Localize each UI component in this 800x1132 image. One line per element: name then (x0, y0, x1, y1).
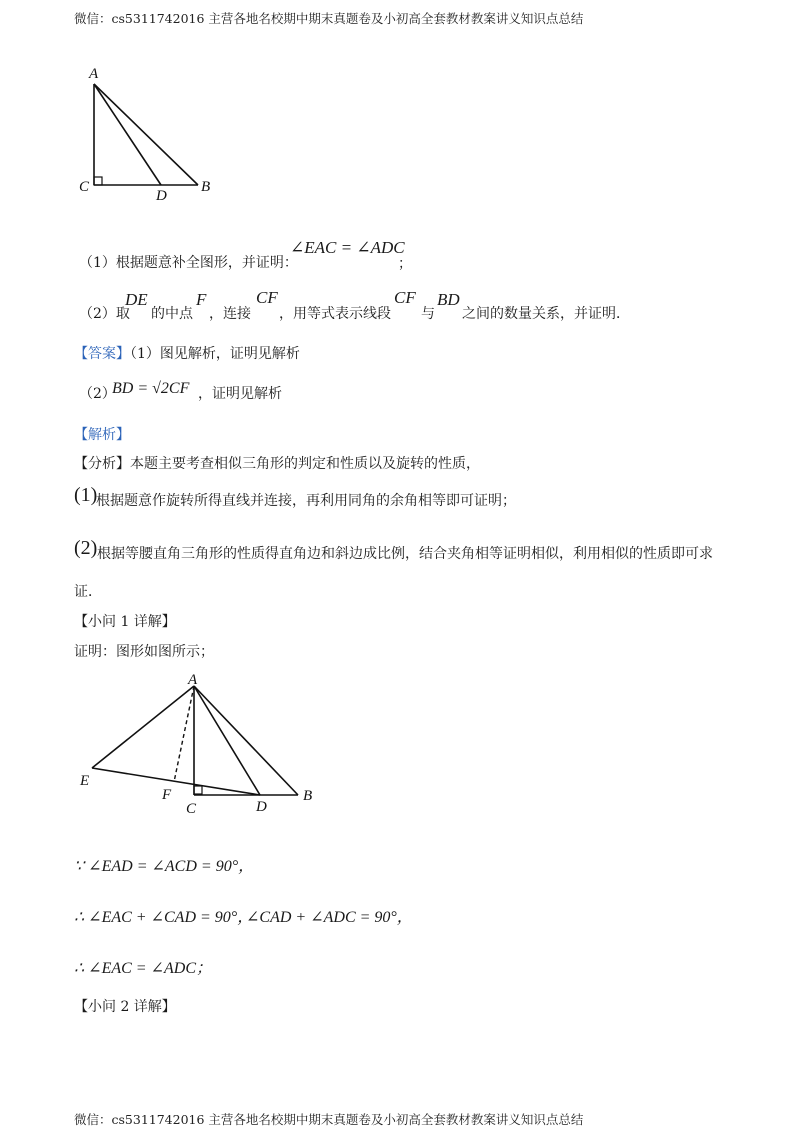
q2-suffix: 之间的数量关系，并证明． (462, 306, 630, 322)
fig1-label-b: B (201, 179, 211, 195)
proof-line-1: ∵ ∠EAD = ∠ACD = 90°， (74, 858, 255, 875)
q2-mid: 的中点 (151, 306, 193, 322)
proof-line-2a: ∴ ∠EAC + ∠CAD = 90°， (74, 909, 254, 926)
q2-prefix: （2）取 (79, 306, 130, 322)
detail-1-tag: 【小问 1 详解】 (74, 614, 176, 630)
q2-cf2: CF (394, 288, 416, 307)
figure-1-triangle (70, 60, 230, 210)
answer-2-suffix: ，证明见解析 (198, 386, 282, 402)
q2-bd: BD (437, 290, 460, 309)
proof-line-2b: ∠CAD + ∠ADC = 90°， (246, 909, 413, 926)
analysis-2-text: 根据等腰直角三角形的性质得直角边和斜边成比例，结合夹角相等证明相似，利用相似的性质即可求 (97, 546, 713, 562)
question-1 (79, 252, 298, 272)
proof-line-3: ∴ ∠EAC = ∠ADC； (74, 960, 213, 977)
fig1-label-a: A (89, 66, 99, 82)
answer-2-prefix: （2） (79, 386, 116, 402)
page-header: 微信：cs5311742016 主营各地名校期中期末真题卷及小初高全套教材教案讲义知识点总结 (74, 11, 584, 26)
analysis-summary: 【分析】本题主要考查相似三角形的判定和性质以及旋转的性质， (74, 456, 480, 472)
analysis-2-cont: 证． (74, 584, 102, 600)
fig2-label-f: F (162, 787, 172, 803)
analysis-2-num: (2) (74, 537, 98, 559)
answer-2-math: BD = √2CF (112, 380, 190, 397)
answer-tag: 【答案】 (74, 346, 130, 362)
answer-line-1 (74, 343, 300, 363)
fig2-label-a: A (188, 672, 198, 688)
q2-de: DE (125, 290, 148, 309)
answer-1-text: （1）图见解析，证明见解析 (130, 346, 300, 362)
analysis-tag: 【解析】 (74, 427, 130, 443)
fig1-label-d: D (156, 188, 167, 204)
analysis-1-num: (1) (74, 484, 98, 506)
q2-cf: CF (256, 288, 278, 307)
q2-express: ，用等式表示线段 (279, 306, 391, 322)
detail-2-tag: 【小问 2 详解】 (74, 999, 176, 1015)
fig2-label-e: E (80, 773, 90, 789)
figure-2-rotation (70, 668, 330, 818)
q1-suffix: ； (398, 256, 412, 272)
detail-1-intro: 证明：图形如图所示； (74, 644, 214, 660)
fig2-label-d: D (256, 799, 267, 815)
q1-text: （1）根据题意补全图形，并证明： (79, 255, 298, 271)
q2-and: 与 (421, 306, 435, 322)
q1-math: ∠EAC = ∠ADC (290, 238, 405, 257)
fig2-label-c: C (186, 801, 197, 817)
analysis-1-text: 根据题意作旋转所得直线并连接，再利用同角的余角相等即可证明； (96, 493, 516, 509)
page-footer: 微信：cs5311742016 主营各地名校期中期末真题卷及小初高全套教材教案讲义知识点总结 (74, 1112, 584, 1127)
q2-f: F (196, 290, 207, 309)
q2-connect: ，连接 (209, 306, 251, 322)
fig2-label-b: B (303, 788, 313, 804)
fig1-label-c: C (79, 179, 90, 195)
